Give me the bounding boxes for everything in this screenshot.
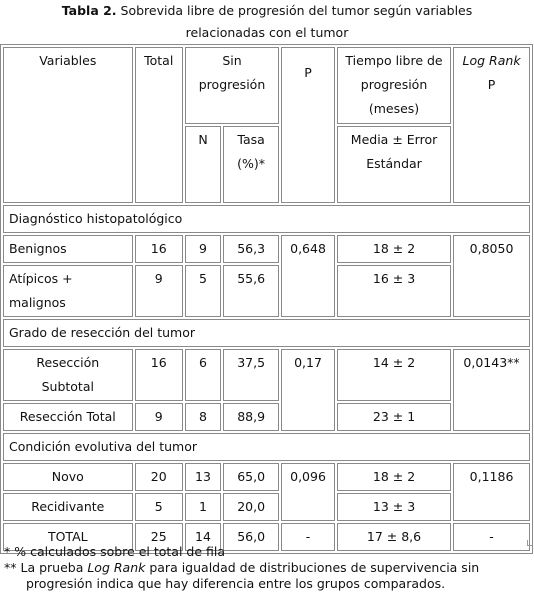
header-total: Total [135,47,183,203]
footnote-1: * % calculados sobre el total de fila [4,544,225,559]
header-logrank: Log Rank [462,53,521,68]
total-p: - [281,523,335,551]
row-n: 1 [185,493,221,521]
row-media: 13 ± 3 [337,493,451,521]
row-n: 6 [185,349,221,401]
row-n: 13 [185,463,221,491]
row-tasa: 88,9 [223,403,279,431]
table-caption [0,0,534,44]
row-total: 5 [135,493,183,521]
caption-text: Sobrevida libre de progresión del tumor según variables [116,3,473,18]
section-p: 0,096 [281,463,335,521]
row-n: 8 [185,403,221,431]
row-total: 16 [135,349,183,401]
total-media: 17 ± 8,6 [337,523,451,551]
caption-line-2: relacionadas con el tumor [185,25,349,40]
row-media: 23 ± 1 [337,403,451,431]
section-title: Condición evolutiva del tumor [3,433,530,461]
total-label: TOTAL [3,523,133,551]
row-total: 16 [135,235,183,263]
row-media: 14 ± 2 [337,349,451,401]
row-tasa: 37,5 [223,349,279,401]
caption-label: Tabla 2. [61,3,117,18]
row-label: Recidivante [3,493,133,521]
row-n: 5 [185,265,221,317]
row-total: 20 [135,463,183,491]
total-tasa: 56,0 [223,523,279,551]
total-logrank: - [453,523,530,551]
row-label: Novo [3,463,133,491]
footnote-2-line-2: progresión indica que hay diferencia entre los grupos comparados. [26,576,446,591]
caption-line-1 [0,0,534,22]
row-tasa: 65,0 [223,463,279,491]
total-n: 14 [185,523,221,551]
header-logrank-cell [453,47,530,203]
footnote-2: ** La prueba Log Rank para igualdad de distribuciones de supervivencia sin [4,560,480,575]
row-media: 18 ± 2 [337,235,451,263]
row-tasa: 55,6 [223,265,279,317]
header-sin-progresion: Sin progresión [185,47,279,124]
section-logrank: 0,1186 [453,463,530,521]
section-p: 0,648 [281,235,335,317]
row-total: 9 [135,265,183,317]
row-label: Resección Subtotal [3,349,133,401]
row-media: 18 ± 2 [337,463,451,491]
section-logrank: 0,0143** [453,349,530,431]
header-tiempo: Tiempo libre de progresión (meses) [337,47,451,124]
header-logrank-p: P [487,77,496,92]
section-logrank: 0,8050 [453,235,530,317]
row-total: 9 [135,403,183,431]
row-label: Resección Total [3,403,133,431]
row-label: Benignos [3,235,133,263]
row-media: 16 ± 3 [337,265,451,317]
total-total: 25 [135,523,183,551]
section-p: 0,17 [281,349,335,431]
header-tasa: Tasa (%)* [223,126,279,203]
row-tasa: 56,3 [223,235,279,263]
survival-table [0,44,533,554]
header-p: P [281,47,335,203]
row-label: Atípicos + malignos [3,265,133,317]
header-variables: Variables [3,47,133,203]
section-title: Grado de resección del tumor [3,319,530,347]
row-tasa: 20,0 [223,493,279,521]
header-media: Media ± Error Estándar [337,126,451,203]
header-n: N [185,126,221,203]
row-n: 9 [185,235,221,263]
section-title: Diagnóstico histopatológico [3,205,530,233]
